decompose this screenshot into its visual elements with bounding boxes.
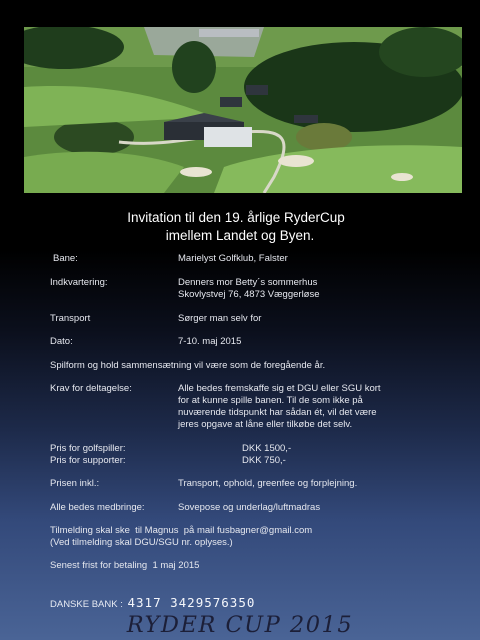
prisen-inkl-label: Prisen inkl.: [50, 478, 100, 489]
krav-line4: jeres opgave at låne eller tilkøbe det selv. [178, 419, 353, 430]
tilmelding-note: (Ved tilmelding skal DGU/SGU nr. oplyses.) [50, 537, 233, 548]
bank-account-number: 4317 3429576350 [127, 595, 256, 610]
aerial-golf-course-photo [24, 27, 462, 193]
indkvartering-value-line2: Skovlystvej 76, 4873 Væggerløse [178, 289, 320, 300]
transport-value: Sørger man selv for [178, 313, 262, 324]
bane-label: Bane: [53, 253, 78, 264]
pris-supporter-value: DKK 750,- [242, 455, 286, 466]
betalingsfrist-text: Senest frist for betaling 1 maj 2015 [50, 560, 200, 571]
bane-value: Marielyst Golfklub, Falster [178, 253, 288, 264]
medbringe-value: Sovepose og underlag/luftmadras [178, 502, 321, 513]
golf-course-illustration [24, 27, 462, 193]
pris-golfspiller-value: DKK 1500,- [242, 443, 292, 454]
pris-golfspiller-label: Pris for golfspiller: [50, 443, 126, 454]
krav-label: Krav for deltagelse: [50, 383, 132, 394]
bank-label: DANSKE BANK : [50, 599, 123, 610]
invitation-title-line1: Invitation til den 19. årlige RyderCup [127, 210, 345, 225]
spilform-text: Spilform og hold sammensætning vil være som de foregående år. [50, 360, 326, 371]
invitation-title-line2: imellem Landet og Byen. [165, 228, 315, 243]
indkvartering-value-line1: Denners mor Betty´s sommerhus [178, 277, 318, 288]
krav-line3: nuværende tidspunkt har sådan ét, vil det være [178, 407, 377, 418]
indkvartering-label: Indkvartering: [50, 277, 108, 288]
transport-label: Transport [50, 313, 91, 324]
tilmelding-text: Tilmelding skal ske til Magnus på mail fusbagner@gmail.com [50, 525, 313, 536]
pris-supporter-label: Pris for supporter: [50, 455, 126, 466]
medbringe-label: Alle bedes medbringe: [50, 502, 145, 513]
ryder-cup-footer-title: RYDER CUP 2015 [126, 612, 354, 638]
krav-line1: Alle bedes fremskaffe sig et DGU eller SGU kort [178, 383, 381, 394]
prisen-inkl-value: Transport, ophold, greenfee og forplejning. [178, 478, 358, 489]
krav-line2: for at kunne spille banen. Til de som ikke på [178, 395, 363, 406]
dato-label: Dato: [50, 336, 73, 347]
dato-value: 7-10. maj 2015 [178, 336, 242, 347]
bank-details [50, 595, 255, 610]
